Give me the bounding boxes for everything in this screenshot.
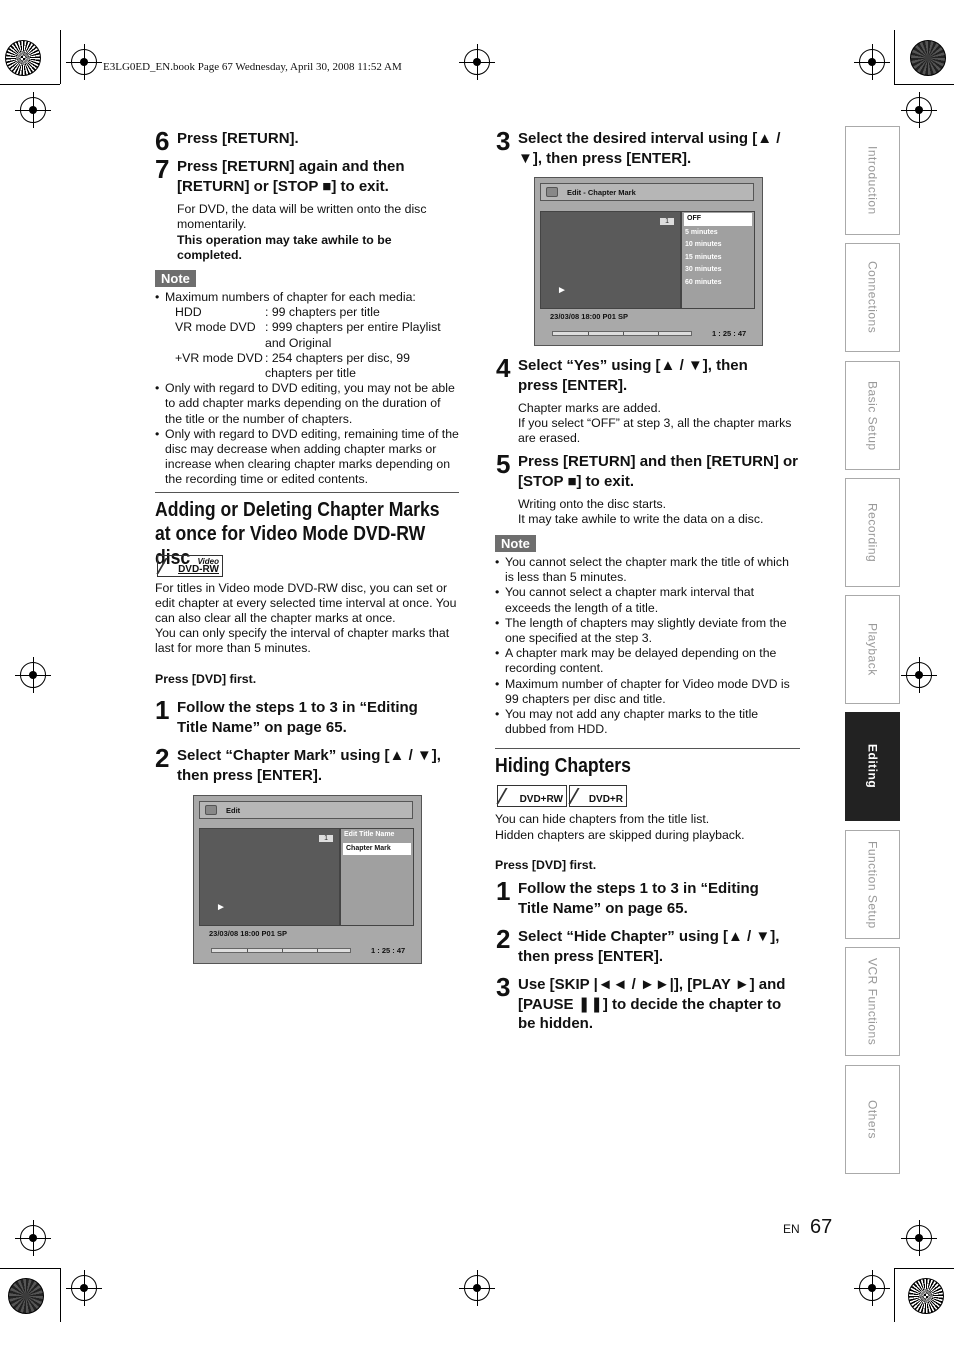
registration-mark — [906, 1225, 932, 1251]
step-6 — [155, 126, 455, 156]
chapter-number: 1 — [319, 835, 333, 842]
note-item: • The length of chapters may slightly deviate from the one specified at the step 3. — [495, 616, 800, 646]
step-number: 3 — [496, 972, 511, 1002]
crop-mark — [894, 1268, 954, 1269]
menu-item-chapter-mark[interactable]: Chapter Mark — [343, 843, 411, 856]
disc-icon — [205, 805, 217, 815]
media-row — [165, 351, 460, 381]
media-badge-dvd-rw-video — [157, 555, 223, 577]
video-preview — [199, 828, 340, 926]
note-item — [155, 427, 460, 488]
step-number: 4 — [496, 353, 511, 383]
step-text: Press [RETURN] and then [RETURN] or [STOP ■] to exit. — [518, 453, 799, 490]
media-row — [165, 305, 460, 320]
tab-label: Basic Setup — [865, 380, 880, 451]
play-icon: ► — [216, 902, 226, 913]
tab-editing[interactable] — [845, 712, 900, 821]
step-text: Select “Chapter Mark” using [▲ / ▼], then press [ENTER]. — [177, 747, 441, 784]
interval-option[interactable]: 30 minutes — [685, 266, 722, 273]
tab-others[interactable] — [845, 1065, 900, 1174]
step5-body: It may take awhile to write the data on a disc. — [518, 512, 764, 526]
step-text: Use [SKIP |◄◄ / ►►|], [PLAY ►] and [PAUSE ❚❚] to decide the chapter to be hidden. — [518, 976, 786, 1032]
section-intro: You can only specify the interval of chapter marks that last for more than 5 minutes. — [155, 626, 450, 656]
tab-introduction[interactable] — [845, 126, 900, 235]
section-divider — [495, 748, 800, 749]
time-bar — [211, 948, 351, 953]
section-divider — [155, 492, 459, 493]
step-1 — [155, 695, 455, 737]
media-name: VR mode DVD — [175, 320, 256, 335]
section-title: Adding or Deleting Chapter Marks at once for Video Mode DVD-RW disc — [155, 499, 440, 569]
media-badge-dvd-plus-r — [569, 785, 627, 807]
tab-label: Introduction — [865, 146, 880, 215]
registration-mark — [71, 1275, 97, 1301]
right-notes — [495, 555, 800, 737]
tab-vcr-functions[interactable] — [845, 947, 900, 1056]
media-value: : 999 chapters per entire Playlist and Original — [265, 320, 441, 350]
registration-mark — [906, 97, 932, 123]
tab-function-setup[interactable] — [845, 830, 900, 939]
registration-mark — [859, 1275, 885, 1301]
note-item: • Maximum number of chapter for Video mode DVD is 99 chapters per disc and title. — [495, 677, 800, 707]
print-info: E3LG0ED_EN.book Page 67 Wednesday, April 30, 2008 11:52 AM — [103, 61, 402, 73]
media-list — [155, 305, 460, 381]
menu-item-edit-title-name[interactable]: Edit Title Name — [344, 831, 395, 838]
registration-mark — [906, 662, 932, 688]
edit-screen — [193, 795, 422, 964]
section-intro: For titles in Video mode DVD-RW disc, you can set or edit chapter at every selected time interval at once. You can also clear all the chapter marks at once. — [155, 581, 457, 626]
crop-mark — [894, 30, 895, 84]
tab-connections[interactable] — [845, 243, 900, 352]
chapter-number: 1 — [660, 218, 674, 225]
step7-bold: This operation may take awhile to be completed. — [177, 233, 392, 263]
tab-playback[interactable] — [845, 595, 900, 704]
left-notes — [155, 290, 460, 488]
step-3 — [496, 126, 796, 168]
note-item: • You cannot select a chapter mark interval that exceeds the length of a title. — [495, 585, 800, 615]
step-text: Follow the steps 1 to 3 in “Editing Title Name” on page 65. — [518, 880, 759, 917]
screen-title-bar — [199, 801, 413, 819]
crop-mark — [60, 30, 61, 84]
registration-mark — [20, 662, 46, 688]
tab-label: Function Setup — [865, 840, 880, 929]
step-number: 6 — [155, 126, 170, 156]
note-item: • A chapter mark may be delayed depending on the recording content. — [495, 646, 800, 676]
registration-mark — [464, 1275, 490, 1301]
crop-mark — [894, 1268, 895, 1322]
interval-option[interactable]: 5 minutes — [685, 228, 718, 236]
tab-label: Playback — [865, 623, 880, 676]
hide-step-3 — [496, 972, 801, 1034]
tab-label: Editing — [865, 744, 880, 789]
registration-star-top-right — [910, 40, 946, 76]
note-item: • You cannot select the chapter mark the title of which is less than 5 minutes. — [495, 555, 800, 585]
badge-label: DVD+R — [588, 794, 623, 805]
step-number: 3 — [496, 126, 511, 156]
interval-menu — [681, 211, 755, 309]
registration-mark — [20, 97, 46, 123]
step-number: 2 — [155, 743, 170, 773]
video-preview — [540, 211, 681, 309]
section-intro: You can hide chapters from the title list. — [495, 812, 710, 826]
step4-body: Chapter marks are added. — [518, 401, 661, 415]
press-dvd-first: Press [DVD] first. — [495, 858, 597, 872]
screen-title: Edit - Chapter Mark — [567, 188, 636, 197]
media-name: HDD — [175, 305, 202, 320]
step-5 — [496, 449, 801, 491]
note-text: Only with regard to DVD editing, remaining time of the disc may decrease when adding chapter marks or increase when clearing chapter marks depending on the recording time or edited contents. — [165, 426, 459, 487]
recording-info: 23/03/08 18:00 P01 SP — [209, 929, 287, 938]
step7-body: For DVD, the data will be written onto the disc momentarily. — [177, 202, 427, 232]
page-language: EN — [783, 1222, 800, 1236]
step4-body: If you select “OFF” at step 3, all the chapter marks are erased. — [518, 416, 792, 446]
note-label: Note — [155, 270, 196, 287]
media-name: +VR mode DVD — [175, 350, 263, 365]
chapter-mark-screen — [534, 177, 763, 346]
step-number: 7 — [155, 154, 170, 184]
crop-mark — [0, 1268, 60, 1269]
media-badge-dvd-plus-rw — [497, 785, 567, 807]
section-title: Hiding Chapters — [495, 755, 631, 777]
time-bar — [552, 331, 692, 336]
screen-title: Edit — [226, 806, 241, 815]
interval-option-off[interactable]: OFF — [684, 213, 752, 226]
step-2 — [155, 743, 455, 785]
step-number: 5 — [496, 449, 511, 479]
registration-mark — [464, 49, 490, 75]
media-value: : 99 chapters per title — [265, 305, 380, 320]
page-number: 67 — [810, 1216, 833, 1238]
edit-menu — [340, 828, 414, 926]
step-7 — [155, 154, 455, 196]
registration-mark — [859, 49, 885, 75]
crop-mark — [894, 84, 954, 85]
badge-label: DVD-RW — [178, 564, 219, 575]
step-text: Select the desired interval using [▲ / ▼], then press [ENTER]. — [518, 130, 781, 167]
step5-body: Writing onto the disc starts. — [518, 497, 667, 511]
interval-option[interactable]: 10 minutes — [685, 241, 722, 248]
note-item — [155, 290, 460, 305]
step-text: Select “Hide Chapter” using [▲ / ▼], then press [ENTER]. — [518, 928, 780, 965]
crop-mark — [60, 1268, 61, 1322]
tab-recording[interactable] — [845, 478, 900, 587]
note-text: Maximum numbers of chapter for each media: — [165, 290, 416, 304]
play-icon: ► — [557, 285, 567, 296]
interval-option[interactable]: 60 minutes — [685, 278, 722, 286]
disc-icon — [546, 187, 558, 197]
hide-step-2 — [496, 924, 801, 966]
step-number: 1 — [155, 695, 170, 725]
registration-mark — [71, 49, 97, 75]
hide-step-1 — [496, 876, 796, 918]
media-row — [165, 320, 460, 350]
step-text: Press [RETURN] again and then [RETURN] or [STOP ■] to exit. — [177, 158, 405, 195]
badge-label: DVD+RW — [519, 794, 563, 805]
crop-mark — [0, 84, 60, 85]
note-label: Note — [495, 535, 536, 552]
section-intro: Hidden chapters are skipped during playback. — [495, 828, 745, 842]
tab-label: Others — [865, 1099, 880, 1139]
step-number: 2 — [496, 924, 511, 954]
step-number: 1 — [496, 876, 511, 906]
registration-star-bottom-right — [908, 1278, 944, 1314]
registration-star-bottom-left — [8, 1278, 44, 1314]
tab-label: VCR Functions — [865, 957, 880, 1046]
step-4 — [496, 353, 796, 395]
recording-info: 23/03/08 18:00 P01 SP — [550, 312, 628, 321]
interval-option[interactable]: 15 minutes — [685, 253, 722, 261]
tab-basic-setup[interactable] — [845, 361, 900, 470]
registration-mark — [20, 1225, 46, 1251]
badge-sup: Video — [197, 557, 219, 566]
tab-label: Recording — [865, 502, 880, 563]
step-text: Select “Yes” using [▲ / ▼], then press [ENTER]. — [518, 357, 748, 394]
note-item — [155, 381, 460, 427]
time-readout: 1 : 25 : 47 — [712, 329, 747, 338]
media-value: : 254 chapters per disc, 99 chapters per title — [265, 350, 410, 381]
time-readout: 1 : 25 : 47 — [371, 946, 406, 955]
step-text: Press [RETURN]. — [177, 130, 299, 147]
press-dvd-first: Press [DVD] first. — [155, 672, 257, 686]
step-text: Follow the steps 1 to 3 in “Editing Title Name” on page 65. — [177, 699, 418, 736]
registration-star-top-left — [5, 40, 41, 76]
screen-title-bar — [540, 183, 754, 201]
note-text: Only with regard to DVD editing, you may not be able to add chapter marks depending on the duration of the title or the number of chapters. — [165, 381, 455, 426]
note-item: • You may not add any chapter marks to the title dubbed from HDD. — [495, 707, 800, 737]
tab-label: Connections — [865, 261, 880, 334]
